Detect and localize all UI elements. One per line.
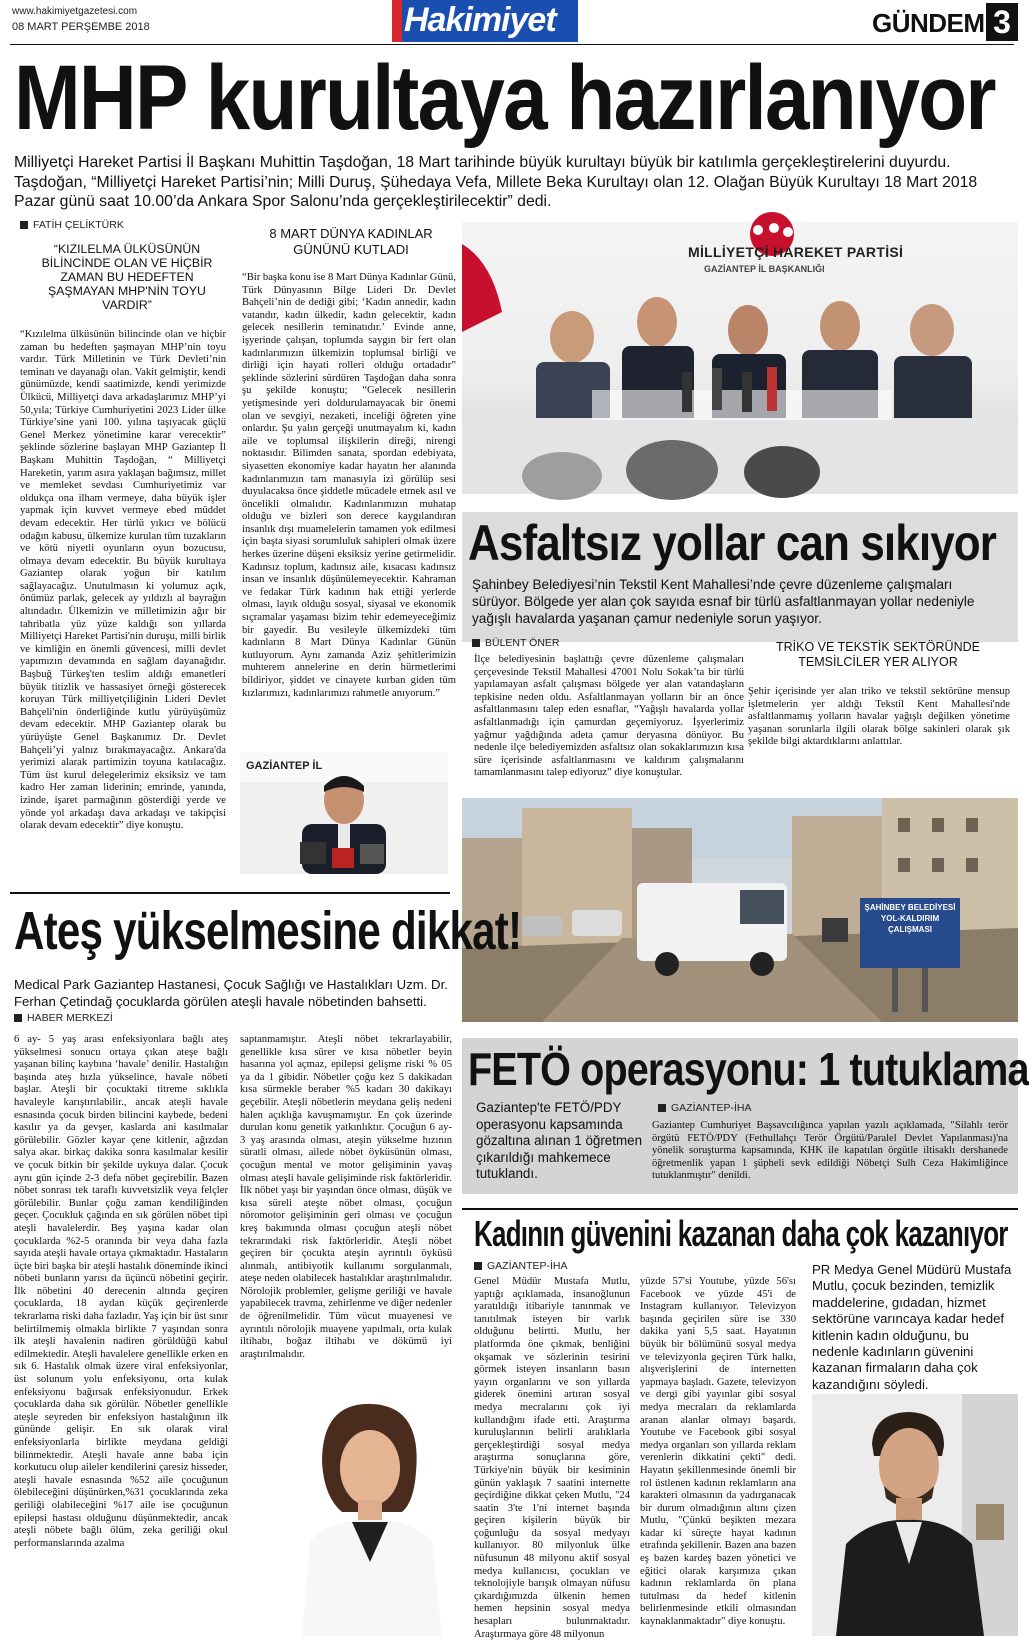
women-body-2: yüzde 57'si Youtube, yüzde 56'sı Facebook ve yüzde 45'i de Instagram kullanıyor. Televizyon başında geçirilen süre ise 330 dakika yani 5,5 saat. Hayatının büyük bir bölümünü sosyal medya ve televizyonla geçiren Türk halkı, alışverişlerini de internetten yapmaya başladı. Gazete, televizyon ve dergi gibi yayınlar gibi sosyal medya mecraları da reklamlarda aranan alanlar olmayı başardı. Youtube ve Facebook gibi sosyal medya organları son yıllarda reklam verenlerin dikkatini çekti" dedi. Hayatın şekillenmesinde önemli bir rol üstlenen kadının reklamların ana karakteri olmasının da yadırganacak bir durum olmadığının altını çizen Mutlu, "Çünkü beşikten mezara kadar ki süreçte hayat kadının etrafında şekillenir. Bazen ana bazen eş bazen kardeş bazen yönetici ve eğitici olarak karşımıza çıkan kadının reklamlarda ön plana tutulması da hedef kitlenin belirlenmesinde etkili olmasından kaynaklanmaktadır" diye konuştu.: [640, 1276, 796, 1628]
byline-square-icon: [472, 639, 480, 647]
main-subheading: “KIZILELMA ÜLKÜSÜNÜN BİLİNCİNDE OLAN VE HİÇBİR ZAMAN BU HEDEFTEN ŞAŞMAYAN MHP'NİN TOYU VARDIR”: [41, 242, 213, 312]
road-sign-text: ŞAHİNBEY BELEDİYESİ YOL-KALDIRIM ÇALIŞMASI: [864, 903, 956, 934]
masthead-rule: [10, 44, 1014, 45]
mhp-meeting-illustration: [462, 222, 1018, 494]
masthead-logo[interactable]: [392, 0, 578, 42]
column2-body: “Bir başka konu ise 8 Mart Dünya Kadınlar Günü, Türk Dünyasının Bilge Lideri Dr. Devlet Bahçeli’nin de dediği gibi; ‘Kadın annedir, kadın vatandır, kadın ülkedir, kadın gelecektir, kadın gelecek nesillerin teminatıdır.’ Evinde anne, işyerinde çalışan, toplumda saygın bir fert olan kadınlarımızın ülkemizin toplumsal birliği ve dirliği için hayati rolleri olduğu ortadadır” şeklinde sözlerini sürdüren Taşdoğan daha sonra şu şekilde konuştu; “Gelecek nesillerin yetişmesinde yeri doldurulamayacak bir önemi olan ve sevgiyi, nezaketi, inceliği öğreten yine onlardır. Şu yalın gerçeği unutmayalım ki, kadın aile ve toplumsal ilişkilerin direği, nirengi noktasıdır. Bilimden sanata, spordan edebiyata, siyasetten ekonomiye kadar hayatın her alanında kadınlarımızın tam manasıyla izi görülüp sesi duyulacaksa önce şiddetle mücadele etmek asıl ve öncelikli olmalıdır. Kadınlarımızın muhatap olduğu ve bizleri son derece kaygılandıran insanlık dışı muamelelerin tamamen yok edilmesi için başta siyasi sorumluluk sahipleri olmak üzere herkes üzerine düşeni eksiksiz yerine getirmelidir. Kadınsız toplum, kadınsız aile, kısacası kadınsız insan ve insanlık düşünülemeyecektir. Kahraman ve fedakar Türk kadının hak ettiği yerlerde olması, layık olduğu sosyal, siyasal ve ekonomik sıçramalar yaşaması bizim tehir edemeyeceğimiz bir gayedir. Bu vesileyle ülkemizdeki tüm kadınların 8 Mart Dünya Kadınlar Günün kutluyorum. Aynı zamanda Aziz şehitlerimizin muhterem annelerine en derin hürmetlerimi bildiriyor, şiddet ve cinayete kurban giden tüm kızlarımızı, kadınlarımızı rahmetle anıyorum.”: [242, 272, 456, 699]
asphalt-body: İlçe belediyesinin başlattığı çevre düzenleme çalışmaları çerçevesinde Tekstil Mahallesi 47001 Nolu Sokak’ta bir türlü yapılamayan asfalt çalışması bölgede yer alan vatandaşların tepkisine neden oldu. Asfaltlanmayan yolların bir an önce asfaltlanmasını talep eden esnaflar, “Yağışlı havalarda yollar asfaltlanmadığı için çamurdan geçemiyoruz. İşyerlerimiz yağmur yağdığında adeta çamur deryasına dönüyor. Bu nedenle ilçe belediyemizden asfaltsız olan sokaklarımızın kısa süre içerisinde asfaltlanmasını ve kaldırım çalışmalarını tamamlanmasını talep ediyoruz” diye konuştular.: [474, 654, 744, 779]
main-body: “Kızılelma ülküsünün bilincinde olan ve hiçbir zaman bu hedeften şaşmayan MHP’nin toyu vardır. Türk Milletinin ve Türk Devleti’nin teminatı ve dayanağı olan. Vakit gelmiştir, kendi günümüzde, kendi saatimizde, kendi yerimizde Ülkücü, Milliyetçi dava arkadaşlarımız MHP’yi 50,yıla; Türkiye Cumhuriyetini 2023 Lider ülke Türkiye’sine yani 100. yılına taşıyacak güçlü Genel Merkez yönetimine karar verecektir” şeklinde sözlerine başlayan MHP Gaziantep İl Başkanı Muhittin Taşdoğan, “ Milliyetçi Hareketin, yarım asıra yaklaşan bağımsız, millet ve memleket sevdası Cumhuriyetimiz var oldukça ona ilham vermeye, daha büyük işler yapmak için kuvvet vermeye ebed müddet devam edecektir. Her türlü yıkıcı ve bölücü odağın kabusu, ülkemize kurulan tüm tuzakların ve kötü niyetli oyunların oyun bozucusu, olmaya devam edecektir. Bu büyük kurultaya Gaziantep olarak yoğun bir katılım sağlayacağız. Unutulmasın ki yolumuz açık, önümüz parlak, gelecek ay yıldızlı al bayrağın altındadır. Ülkemizin ve milletimizin ağır bir tahribatla yüz yüze kaldığı son yıllarda Milliyetçi Hareket Partisi'nin duruşu, milli birlik ve kimliğin en önemli güvencesi, milli devlet yapımızın devamında en sağlam dayanağıdır. Başbuğ Türkeş'ten teslim aldığı emanetleri büyük titizlik ve hassasiyet örneği gösterecek koruyan Türk milliyetçiliğinin Lideri Devlet Bahçeli'nin önderliğinde kutlu yürüyüşümüz devam edecektir. MHP Gaziantep olarak bu yürüyüşte Genel Başkanımız Dr. Devlet Bahçeli’yi yalnız bırakmayacağız. Ankara'da yerimizi alarak partimizin toyuna katılacağız. Tüm üst kurul delegelerimiz eksiksiz ve tam kadro Her zaman liderinin; emrinde, yanında, izinde, işaret parmağının gösterdiği yerde ve yönde yol arkadaşı dava arkadaşı ve takipçisi olarak devam edecektir” diye konuştu.: [20, 329, 226, 832]
page-number: 3: [986, 3, 1018, 41]
main-byline-text: FATİH ÇELİKTÜRK: [33, 219, 124, 231]
women-top-rule: [462, 1208, 1018, 1210]
main-lead: Milliyetçi Hareket Partisi İl Başkanı Muhittin Taşdoğan, 18 Mart tarihinde büyük kurultayı büyük bir katılımla gerçekleştirelerini duyurdu. Taşdoğan, “Milliyetçi Hareket Partisi’nin; Milli Duruş, Şühedaya Vefa, Millete Beka Kurultayı olan 12. Olağan Büyük Kurultayı 18 Mart 2018 Pazar günü saat 10.00’da Ankara Spor Salonu’nda gerçekleştirilecektir” dedi.: [14, 154, 978, 210]
photo-banner-text: MİLLİYETÇİ HAREKET PARTİSİ: [688, 244, 904, 260]
feto-byline-text: GAZİANTEP-İHA: [671, 1102, 752, 1114]
doctor-photo: [282, 1392, 450, 1636]
logo-text: Hakimiyet: [404, 1, 556, 39]
asphalt-byline: [472, 637, 560, 649]
photo-banner-subtext: GAZİANTEP İL BAŞKANLIĞI: [704, 264, 825, 274]
fever-byline-text: HABER MERKEZİ: [27, 1012, 113, 1024]
asphalt-headline: Asfaltsız yollar can sıkıyor: [468, 515, 997, 571]
fever-byline: [14, 1012, 113, 1024]
feto-body: Gaziantep Cumhuriyet Başsavcılığınca yapılan yazılı açıklamada, "Silahlı terör örgütü FETÖ/PDY (Fethullahçı Terör Örgütü/Paralel Devlet Yapılanması)'na yönelik soruşturma kapsamında, KHK ile kapatılan örgütle iltisaklı dershanede öğretmenlik yapan 1 şüpheli sevk edildiği Nöbetçi Sulh Ceza Hakimliğince tutuklanmıştır" denildi.: [652, 1120, 1008, 1182]
feto-headline: FETÖ operasyonu: 1 tutuklama: [468, 1043, 1029, 1095]
portrait-banner-text: GAZİANTEP İL: [246, 760, 323, 772]
fever-lead: Medical Park Gaziantep Hastanesi, Çocuk Sağlığı ve Hastalıkları Uzm. Dr. Ferhan Çetindağ çocuklarda görülen ateşli havale nöbetinden bahsetti.: [14, 977, 448, 1009]
women-headline: Kadının güvenini kazanan daha çok kazanıyor: [474, 1213, 1008, 1254]
women-body: Genel Müdür Mustafa Mutlu, yaptığı açıklamada, insanoğlunun yaratıldığı itibariyle tanınmak ve tanıtılmak isteyen bir varlık olduğunu belirtti. Mutlu, her platformda öne çıkmak, benliğini okşamak ve sözlerinin tesirini görmek isteyen insanların basın yayın organlarını ve son yıllarda giderek önemini artıran sosyal medya mecralarını çok iyi kullandığını ifade etti. Araştırma kuruluşlarının belirli aralıklarla gerçekleştirdiği sosyal medya araştırma sonuçlarına göre, Türkiye'nin büyük bir kesiminin günün yaklaşık 7 saatini internette geçirdiğine dikkat çeken Mutlu, "24 saatin 3'te 1'ni internet başında geçiren kişilerin büyük bir çoğunluğu da sosyal medyayı kullanıyor. 80 milyonluk ülke nüfusunun 48 milyonu aktif sosyal medya kullanıcısı, çocukları ve teknolojiyle barışık olmayan nüfusu çıkardığımızda ülkenin hemen hemen hepsinin sosyal medya hesapları bulunmaktadır. Araştırmaya göre 48 milyonun: [474, 1276, 630, 1640]
mhp-meeting-photo: [462, 222, 1018, 494]
issue-date: 08 MART PERŞEMBE 2018: [12, 21, 150, 33]
street-photo: [462, 798, 1018, 1022]
main-headline: MHP kurultaya hazırlanıyor: [14, 47, 995, 149]
feto-lead: Gaziantep'te FETÖ/PDY operasyonu kapsamında gözaltına alınan 1 öğretmen çıkarıldığı mahkemece tutuklandı.: [476, 1100, 643, 1181]
fever-headline: Ateş yükselmesine dikkat!: [14, 901, 522, 961]
asphalt-byline-text: BÜLENT ÖNER: [485, 637, 560, 649]
feto-byline: [658, 1102, 752, 1114]
asphalt-body-2: Şehir içerisinde yer alan triko ve tekstil sektörüne mensup işletmelerin yer aldığı Tekstil Kent Mahallesi'nde asfaltlanmamış yolların havalar yağışlı değilken yönetime yaşanan sorunlarla ilgili olarak bölge sakinleri olarak şık şekilde bilgi aktardıklarını anlattılar.: [748, 686, 1010, 748]
byline-square-icon: [474, 1262, 482, 1270]
website-url[interactable]: www.hakimiyetgazetesi.com: [12, 6, 138, 17]
fever-body-2: saptanmamıştır. Ateşli nöbet tekrarlayabilir, genellikle kısa sürer ve kısa nöbetler beyin hasarına yol açmaz, epilepsi gelişme riski % 05 ya da 1 gibidir. Nöbetler çoğu kez 5 dakikadan kısa sürmekle beraber %5 kadarı 30 dakikayı geçebilir. Ateşli nöbetlerin meydana geliş nedeni halen açıklığa kavuşmamıştır. En çok üzerinde durulan konu genetik yatkınlıktır. Çocuğun 6 ay-3 yaş arasında olması, ateşin yükselme hızının süratli olması, ailede nöbet öyküsünün olması, çocuğun mental ve motor gelişiminin yavaş olması ateşli havale gelişiminde risk faktörleridir. İlk nöbet yaşı bir yaşından önce olması, düşük ve kısa süreli ateşte nöbet olması, çocuğun nöromotor gelişiminin geri olması ve çocuğun kreş bakımında olması çocuğun ateşli nöbet tekrarındaki risk faktörleridir. Ateşli nöbet geçiren bir çocukta ateşin ayrıntılı öyküsü alınmalı, antibiyotik kullanımı sorgulanmalı, ateşe neden olabilecek hastalıklar araştırılmalıdır. Nörolojik problemler, gelişme geriliği ve havale yapabilecek travma, zehirlenme ve diğer nedenler de öğrenilmelidir. Tüm vücut muayenesi ve ayrıntılı nörolojik muayene yapılmalı, orta kulak iltihabı, boğaz iltihabı ve dökümü iyi araştırılmalıdır.: [240, 1034, 452, 1360]
fever-body: 6 ay- 5 yaş arası enfeksiyonlara bağlı ateş yükselmesi sonucu ortaya çıkan ateşe bağlı yaşanan bilinç kaybına ‘havale’ denilir. Hastalığın başında ateş hızla yükselince, havale nöbeti başlar. Ateşli bir çocuktaki titreme sıklıkla havaleyle karıştırılabilir., ancak ateşli havale esnasında çocuk birden bilincini kaybede, bedeni kasılır ya da gevşer, kaslarda ani kasılmalar görülebilir. Gözler kayar çene kitlenir, ağızdan salya akar. birkaç dakika sonra kasılmalar kesilir ve çocuk bitkin bir şekilde uykuya dalar. Çocuk aynı gün içinde 2-3 defa nöbet geçirebilir. Bazen nöbet sonrası tek taraflı kuvvetsizlik veya felçler görülebilir. Bunlar çoğu zaman kendiliğinden geçer. Çocukluk çağında en sık görülen nöbet tipi ateşli havalelerdir. Beş yaşına kadar olan çocuklarda %2-5 oranında bir veya daha fazla sayıda ateşli havale ortaya çıkmaktadır. Hastaların üçte biri başka bir ateşli hastalık döneminde ikinci nöbeti bunların yarısı da üçüncü nöbetini geçirir. İlk nöbetini 40 derecenin altında geçiren çocuklarda, 18 aydan küçük geçirenlerde tekrarlama riski daha fazladır. Yaş için bir üst sınır belirtilmemiş olmakla birlikte 7 yaşından sonra ilk ateşli havalenin nadiren görüldüğü kabul edilmektedir. Ateşli havalelere genellikle erken en sık 6. Hastalık olmak üzere viral enfeksiyonlar, üst solunum yolu enfeksiyonu, orta kulak enfeksiyonu bağırsak enfeksiyonudur. Erkek çocuklarda daha sık görülür. Nöbetler genellikle ateşle seyreden bir enfeksiyon hastalığının ilk gününde gelişir. En sık olarak viral enfeksiyonlarla birlikte meydana geldiği bilinmektedir. Ateşli havale anne baba için korkutucu olup aileler kendilerini çaresiz hisseder, ateşli havale esnasında %52 aile çocuğunun ölebileceğini düşünürken,%31 çocuklarında zeka geriliği olabileceğini %17 aile ise çocuğunun epilepsi hastası olduğunu düşünmektedir, ancak ateşli nöbete bağlı ölüm, zeka geriliği okul performanslarında azalma: [14, 1034, 228, 1549]
main-byline: [20, 219, 124, 231]
businessman-photo: [812, 1394, 1018, 1636]
byline-square-icon: [14, 1014, 22, 1022]
fever-top-rule: [10, 892, 450, 894]
asphalt-subheading: TRİKO VE TEKSTİK SEKTÖRÜNDE TEMSİLCİLER YER ALIYOR: [776, 640, 980, 669]
byline-square-icon: [658, 1104, 666, 1112]
women-byline: [474, 1260, 568, 1272]
women-lead: PR Medya Genel Müdürü Mustafa Mutlu, çocuk bezinden, temizlik maddelerine, gıdadan, hizmet sektörüne varıncaya kadar hedef kitlenin kadın olduğunu, bu nedenle kadınların güvenini kazanan firmaların daha çok kazandığını söyledi.: [812, 1262, 1012, 1392]
portrait-photo: [240, 752, 448, 874]
byline-square-icon: [20, 221, 28, 229]
column2-heading: 8 MART DÜNYA KADINLAR GÜNÜNÜ KUTLADI: [269, 226, 433, 257]
asphalt-lead: Şahinbey Belediyesi’nin Tekstil Kent Mahallesi’nde çevre düzenleme çalışmaları sürüyor. Bölgede yer alan çok sayıda esnaf bir türlü asfaltlanmayan yollar nedeniyle yağışlı havalarda yaşanan çamur nedeniyle sorun yaşıyor.: [472, 577, 975, 626]
businessman-illustration: [812, 1394, 1018, 1636]
section-name: GÜNDEM: [872, 8, 985, 38]
logo-red-swoosh: [392, 0, 402, 42]
doctor-illustration: [282, 1392, 450, 1636]
women-byline-text: GAZİANTEP-İHA: [487, 1260, 568, 1272]
